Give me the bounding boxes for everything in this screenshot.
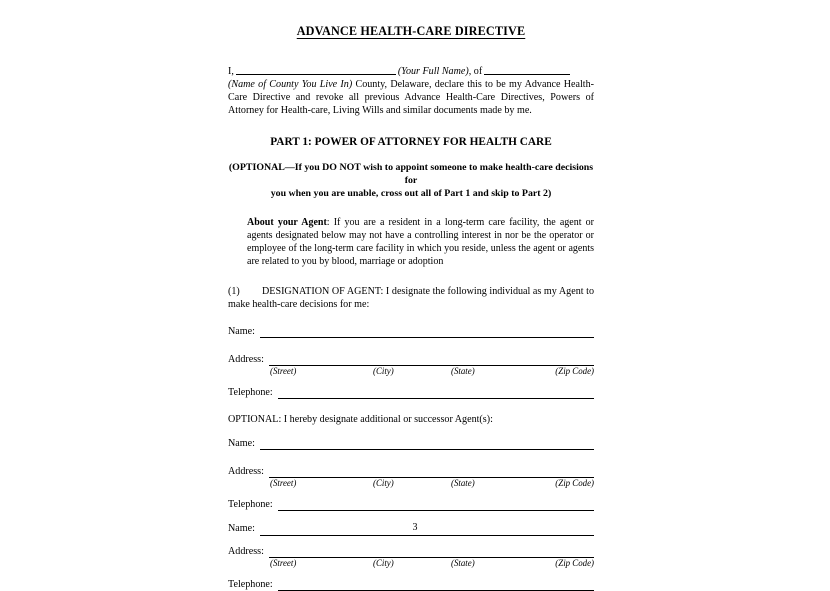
document-body: [228, 24, 594, 591]
part1-heading: PART 1: POWER OF ATTORNEY FOR HEALTH CARE: [270, 136, 552, 149]
zip-sublabel: (Zip Code): [555, 478, 594, 489]
agent3-telephone-row: [228, 579, 594, 591]
telephone-label: Telephone:: [228, 499, 273, 511]
state-sublabel: (State): [451, 557, 475, 568]
intro-of: , of: [468, 65, 483, 77]
designation-paragraph: [228, 285, 594, 311]
about-agent-paragraph: [228, 216, 594, 268]
street-sublabel: (Street): [270, 365, 297, 376]
name-label: Name:: [228, 325, 255, 337]
page-number: 3: [412, 522, 418, 533]
telephone-label: Telephone:: [228, 578, 273, 590]
county-blank[interactable]: [484, 65, 570, 75]
spacer: [228, 426, 594, 438]
agent1-address-sublabels: [270, 366, 594, 379]
intro-paragraph: [228, 65, 594, 117]
telephone-label: Telephone:: [228, 386, 273, 398]
agent1-address-row: [228, 354, 594, 366]
city-sublabel: (City): [373, 478, 394, 489]
agent2-telephone-row: [228, 499, 594, 511]
spacer: [228, 536, 594, 546]
intro-lead: I,: [228, 65, 234, 77]
agent2-name-input[interactable]: [260, 439, 594, 450]
address-label: Address:: [228, 353, 264, 365]
about-agent-label: About your Agent: [247, 216, 327, 228]
spacer: [228, 450, 594, 466]
address-label: Address:: [228, 466, 264, 478]
agent2-address-input[interactable]: [269, 467, 594, 478]
spacer: [228, 399, 594, 413]
spacer: [228, 338, 594, 354]
optional-note-line1: (OPTIONAL—If you DO NOT wish to appoint someone to make health-care decisions for: [228, 161, 594, 186]
page-title: ADVANCE HEALTH-CARE DIRECTIVE: [296, 24, 526, 38]
agent1-address-input[interactable]: [269, 355, 594, 366]
zip-sublabel: (Zip Code): [555, 557, 594, 568]
agent2-telephone-input[interactable]: [278, 500, 594, 511]
full-name-blank[interactable]: [236, 65, 396, 75]
county-hint: (Name of County You Live In): [228, 78, 353, 90]
designation-number: (1): [228, 286, 240, 298]
about-agent-text: : If you are a resident in a long-term care facility, the agent or agents designated below may not have a controlling interest in nor be the operator or employee of the long-term care facility in which you reside, unless the agent or agents are related to you by blood, marriage or adoption: [247, 216, 594, 268]
agent1-telephone-input[interactable]: [278, 388, 594, 399]
optional-successor-text: OPTIONAL: I hereby designate additional or successor Agent(s):: [228, 413, 493, 425]
street-sublabel: (Street): [270, 557, 297, 568]
intro-body: County, Delaware, declare this to be my Advance Health-Care Directive and revoke all previous Advance Health-Care Directives, Powers of Attorney for Health-care, Living Wills and similar documents made by me.: [228, 78, 594, 116]
spacer: [228, 379, 594, 387]
agent1-telephone-row: [228, 387, 594, 399]
part1-optional-note: [228, 161, 594, 200]
agent2-address-sublabels: [270, 478, 594, 491]
designation-text: DESIGNATION OF AGENT: I designate the following individual as my Agent to make health-care decisions for me:: [228, 286, 594, 311]
agent1-name-row: [228, 326, 594, 338]
optional-note-line2: you when you are unable, cross out all of Part 1 and skip to Part 2): [270, 187, 552, 199]
state-sublabel: (State): [451, 478, 475, 489]
spacer: [228, 491, 594, 499]
spacer: [228, 571, 594, 579]
street-sublabel: (Street): [270, 478, 297, 489]
state-sublabel: (State): [451, 365, 475, 376]
agent3-address-row: [228, 546, 594, 558]
agent3-address-sublabels: [270, 558, 594, 571]
agent2-address-row: [228, 466, 594, 478]
full-name-hint: (Your Full Name): [397, 65, 469, 77]
address-label: Address:: [228, 545, 264, 557]
city-sublabel: (City): [373, 557, 394, 568]
agent3-telephone-input[interactable]: [278, 580, 594, 591]
agent3-address-input[interactable]: [269, 547, 594, 558]
city-sublabel: (City): [373, 365, 394, 376]
agent2-name-row: [228, 438, 594, 450]
name-label: Name:: [228, 523, 255, 535]
agent1-name-input[interactable]: [260, 327, 594, 338]
zip-sublabel: (Zip Code): [555, 365, 594, 376]
name-label: Name:: [228, 438, 255, 450]
